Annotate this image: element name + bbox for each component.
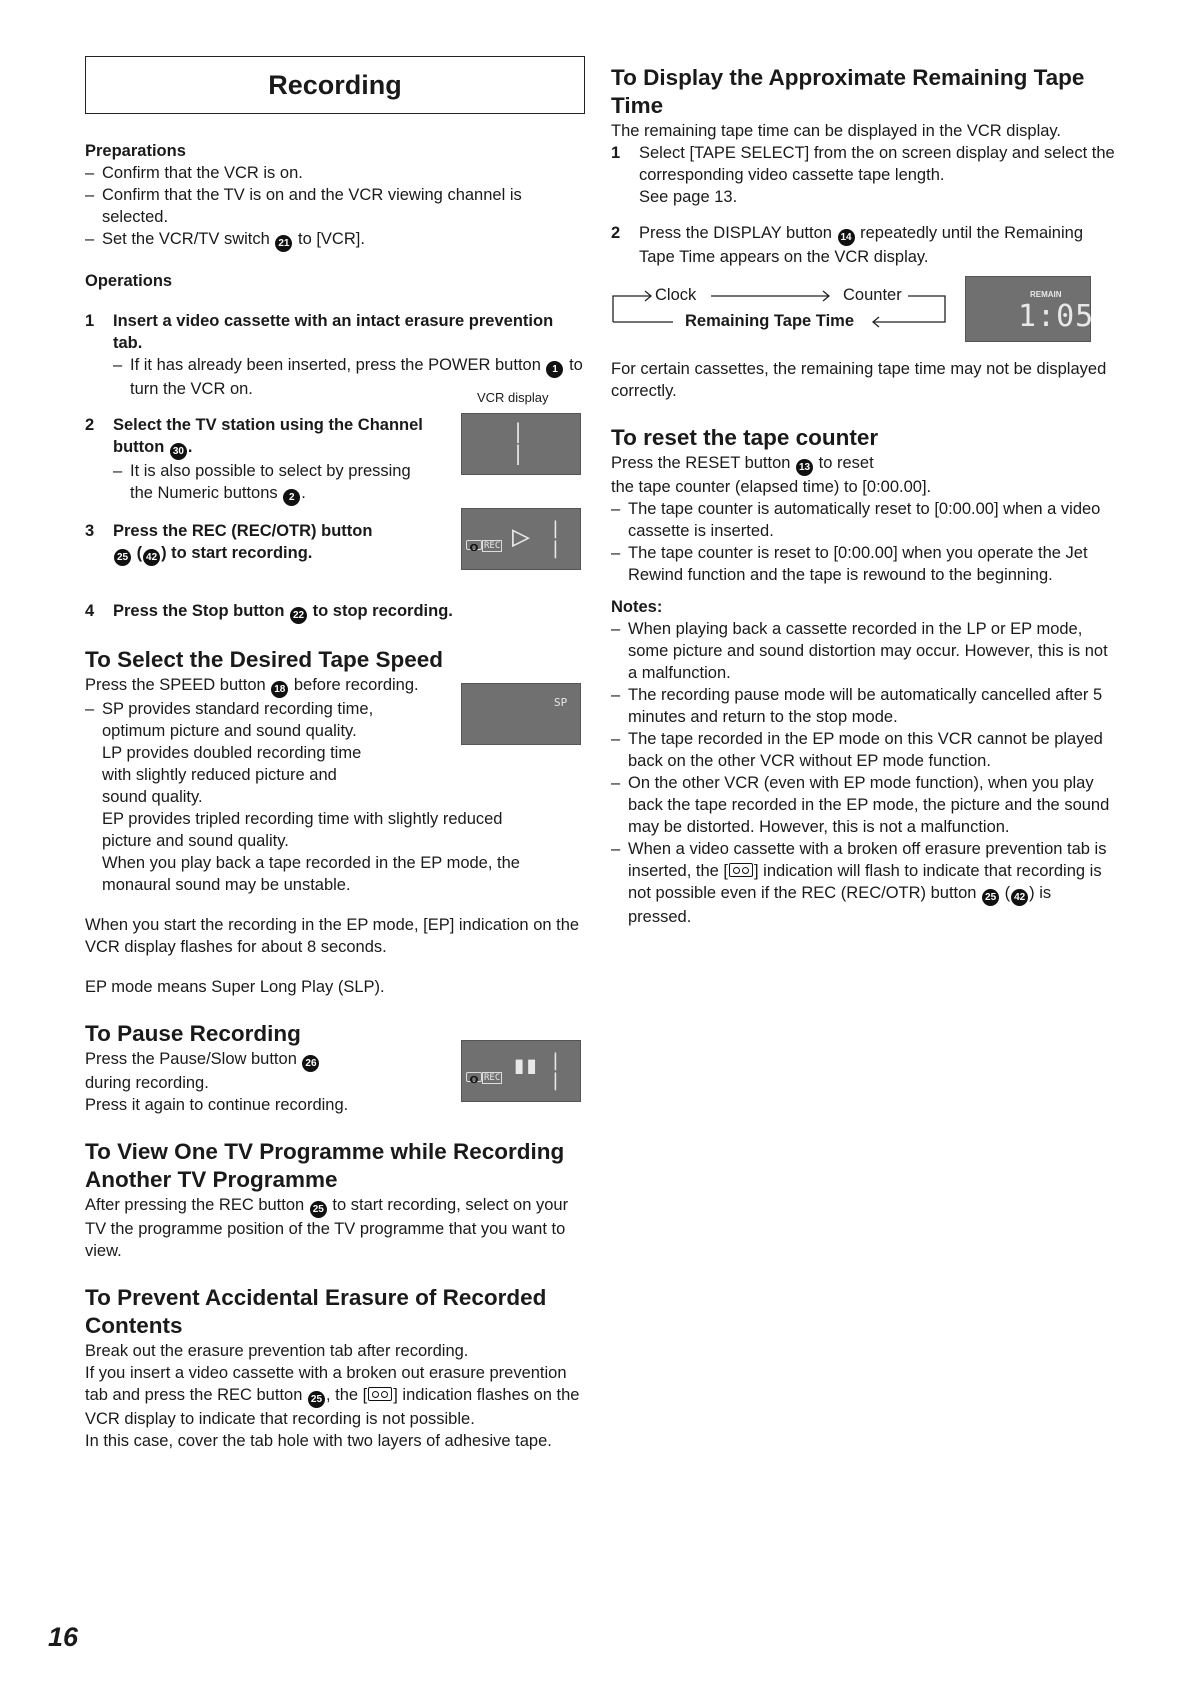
note-item-5 (611, 838, 1116, 928)
pause-heading: To Pause Recording (85, 1021, 301, 1046)
speed-line-8: When you play back a tape recorded in the EP mode, the (102, 854, 520, 872)
prevent-text-a: If you insert a video cassette with a broken out erasure prevention tab and press the REC button (85, 1364, 567, 1404)
reset-line-1 (611, 452, 1116, 476)
reset-item-2: – The tape counter is reset to [0:00.00] when you operate the Jet Rewind function and the tape is rewound to the beginning. (611, 542, 1116, 586)
vcr-display-rec (461, 508, 581, 570)
vcr-display-sp (461, 683, 581, 745)
op-step-1 (85, 310, 585, 354)
circled-42-icon: 42 (1011, 889, 1028, 906)
flow-remaining: Remaining Tape Time (685, 312, 855, 330)
cassette-icon (729, 863, 753, 877)
speed-intro-text: Press the SPEED button (85, 676, 266, 694)
prevent-line-last: In this case, cover the tab hole with two layers of adhesive tape. (85, 1432, 552, 1450)
display-flow-diagram (611, 276, 1116, 358)
circled-21-icon: 21 (275, 235, 292, 252)
op-step-1-text: Insert a video cassette with an intact erasure prevention tab. (113, 312, 554, 352)
op-step-2 (85, 414, 425, 460)
op-step-3-end: ) to start recording. (161, 544, 313, 562)
view-text-b: to start recording, select on your TV the programme position of the TV programme that you want to view. (85, 1196, 569, 1260)
prevent-text-c: ] indication flashes on the VCR display to indicate that recording is not possible. (85, 1386, 580, 1428)
speed-line-9: monaural sound may be unstable. (102, 876, 351, 894)
remaining-step-2-a: Press the DISPLAY button (639, 224, 832, 242)
speed-intro-end: before recording. (293, 676, 419, 694)
op-step-2-sub-text: It is also possible to select by pressing the Numeric buttons (130, 462, 411, 502)
vcr-display-pause (461, 1040, 581, 1102)
remaining-intro: The remaining tape time can be displayed in the VCR display. (611, 122, 1062, 140)
lcd-bars-icon: | | (550, 518, 561, 559)
speed-line-1: – SP provides standard recording time, (85, 698, 585, 720)
op-step-4-end: to stop recording. (312, 602, 453, 620)
note-item-1: – When playing back a cassette recorded in the LP or EP mode, some picture and sound distortion may occur. However, this is not a malfunction. (611, 618, 1116, 684)
lcd-remain-time: 1:05 (1018, 299, 1095, 334)
view-heading: To View One TV Programme while Recording Another TV Programme (85, 1139, 565, 1192)
vcr-display-channel (461, 413, 581, 475)
remaining-step-1-see: See page 13. (639, 188, 738, 206)
op-step-2-sub-end: . (301, 484, 306, 502)
op-step-1-sub-end: to turn the VCR on. (130, 356, 583, 398)
circled-26-icon: 26 (302, 1055, 319, 1072)
note-5-c: ( (1004, 884, 1011, 902)
note-item-4: – On the other VCR (even with EP mode function), when you play back the tape recorded in the EP mode, the picture and the sound may be distorted. However, this is not a malfunction. (611, 772, 1116, 838)
circled-1-icon: 1 (546, 361, 563, 378)
note-5-d: ) is pressed. (628, 884, 1052, 926)
page-number: 16 (48, 1622, 79, 1652)
speed-para-1: When you start the recording in the EP mode, [EP] indication on the VCR display flashes for about 8 seconds. (85, 916, 580, 956)
op-step-1-sub-text: If it has already been inserted, press the POWER button (130, 356, 541, 374)
remaining-note: For certain cassettes, the remaining tape time may not be displayed correctly. (611, 360, 1107, 400)
circled-14-icon: 14 (838, 229, 855, 246)
right-column (611, 64, 1116, 928)
remaining-step-2 (611, 222, 1116, 268)
operations-heading: Operations (85, 272, 173, 290)
reset-line-1-a: Press the RESET button (611, 454, 791, 472)
reset-item-1: – The tape counter is automatically reset to [0:00.00] when a video cassette is inserted. (611, 498, 1116, 542)
speed-line-3: LP provides doubled recording time (102, 744, 362, 762)
vcr-display-remain (965, 276, 1095, 342)
lcd-remain-label: REMAIN (1030, 290, 1062, 299)
preparations-heading: Preparations (85, 142, 186, 160)
view-text-a: After pressing the REC button (85, 1196, 305, 1214)
reset-line-1-b: to reset (818, 454, 874, 472)
cassette-icon (368, 1387, 392, 1401)
speed-line-6: EP provides tripled recording time with slightly reduced (102, 810, 503, 828)
vcr-display-label: VCR display (477, 390, 549, 405)
remaining-step-2-num: 2 (611, 224, 621, 242)
circled-18-icon: 18 (271, 681, 288, 698)
op-step-2-sub (85, 460, 425, 506)
speed-line-4: with slightly reduced picture and (102, 766, 337, 784)
pause-line-3: Press it again to continue recording. (85, 1096, 349, 1114)
circled-25-icon: 25 (982, 889, 999, 906)
speed-para-2: EP mode means Super Long Play (SLP). (85, 978, 385, 996)
notes-heading: Notes: (611, 598, 663, 616)
speed-line-5: sound quality. (102, 788, 203, 806)
note-5-a: When a video cassette with a broken off erasure prevention tab is inserted, the [ (628, 840, 1107, 880)
prep-item-3-end: to [VCR]. (298, 230, 365, 248)
circled-30-icon: 30 (170, 443, 187, 460)
prep-item-1: – Confirm that the VCR is on. (85, 162, 585, 184)
prevent-text-b: , the [ (325, 1386, 368, 1404)
circled-2-icon: 2 (283, 489, 300, 506)
speed-line-2: optimum picture and sound quality. (102, 722, 357, 740)
circled-22-icon: 22 (290, 607, 307, 624)
op-step-4-text: Press the Stop button (113, 602, 285, 620)
circled-42-icon: 42 (143, 549, 160, 566)
lcd-pause-icon: ▮▮ (512, 1051, 537, 1079)
lcd-play-icon: ▷ (512, 519, 531, 554)
remaining-step-1-text: Select [TAPE SELECT] from the on screen display and select the corresponding video cassette tape length. (639, 144, 1115, 184)
note-item-3: – The tape recorded in the EP mode on this VCR cannot be played back on the other VCR without EP mode function. (611, 728, 1116, 772)
prep-item-2: – Confirm that the TV is on and the VCR viewing channel is selected. (85, 184, 585, 228)
op-step-2-end: . (187, 438, 193, 456)
remaining-step-2-b: repeatedly until the Remaining Tape Time appears on the VCR display. (639, 224, 1083, 266)
remaining-step-1-num: 1 (611, 144, 621, 162)
page-title: Recording (85, 56, 585, 114)
speed-heading: To Select the Desired Tape Speed (85, 647, 444, 672)
note-item-2: – The recording pause mode will be automatically cancelled after 5 minutes and return to the stop mode. (611, 684, 1116, 728)
channel-digits: | | (512, 419, 525, 465)
op-step-2-text: Select the TV station using the Channel button (113, 416, 423, 456)
op-step-3-text: Press the REC (REC/OTR) button (113, 522, 373, 540)
pause-line-2: during recording. (85, 1074, 209, 1092)
circled-25-icon: 25 (308, 1391, 325, 1408)
op-step-1-num: 1 (85, 312, 95, 330)
op-step-4-num: 4 (85, 602, 95, 620)
circled-25-icon: 25 (114, 549, 131, 566)
op-step-4 (85, 600, 585, 624)
prevent-para (85, 1362, 585, 1430)
prep-item-3-text: Set the VCR/TV switch (102, 230, 270, 248)
lcd-rec-label: REC (484, 541, 501, 551)
lcd-rec-label: REC (484, 1073, 501, 1083)
reset-heading: To reset the tape counter (611, 425, 879, 450)
op-step-3-num: 3 (85, 522, 95, 540)
left-column (85, 56, 585, 1452)
reset-line-2: the tape counter (elapsed time) to [0:00.00]. (611, 478, 932, 496)
note-5-b: ] indication will flash to indicate that recording is not possible even if the REC (REC/OTR) button (628, 862, 1102, 902)
lcd-cassette-icon (466, 1072, 482, 1082)
circled-25-icon: 25 (310, 1201, 327, 1218)
speed-line-7: picture and sound quality. (102, 832, 289, 850)
prep-item-3 (85, 228, 585, 252)
remaining-heading: To Display the Approximate Remaining Tape Time (611, 65, 1085, 118)
lcd-bars-icon: | | (550, 1050, 561, 1091)
flow-clock: Clock (655, 286, 697, 304)
circled-13-icon: 13 (796, 459, 813, 476)
lcd-sp-label: SP (554, 696, 568, 709)
prevent-heading: To Prevent Accidental Erasure of Recorded Contents (85, 1285, 547, 1338)
view-text (85, 1194, 585, 1262)
flow-counter: Counter (843, 286, 902, 304)
op-step-3: 3 Press the REC (REC/OTR) button 25 ( 42 ) to start recording. (85, 520, 425, 566)
op-step-2-num: 2 (85, 416, 95, 434)
lcd-cassette-icon (466, 540, 482, 550)
prevent-line-1: Break out the erasure prevention tab after recording. (85, 1342, 469, 1360)
pause-line-1-text: Press the Pause/Slow button (85, 1050, 297, 1068)
remaining-step-1 (611, 142, 1116, 186)
